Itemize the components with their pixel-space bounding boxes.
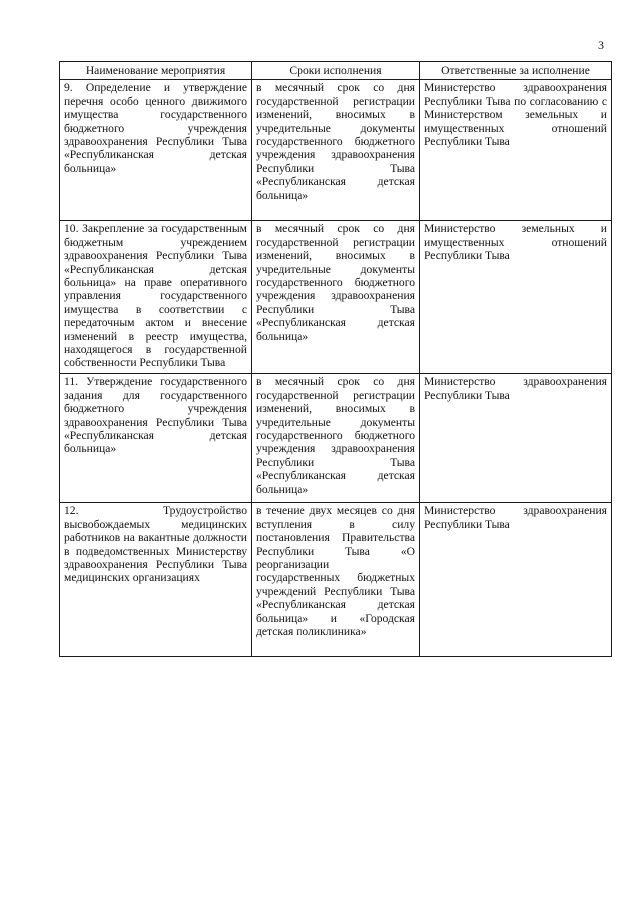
event-cell: 9. Определение и утверждение перечня особо ценного движимого имущества государственного бюджетного учреждения здравоохранения Республики Тыва «Республиканская детская больница» bbox=[60, 80, 252, 221]
header-event-name: Наименование мероприятия bbox=[60, 62, 252, 80]
table-row bbox=[60, 221, 612, 374]
table-row bbox=[60, 80, 612, 221]
header-responsible: Ответственные за исполнение bbox=[420, 62, 612, 80]
action-plan-table bbox=[59, 61, 612, 657]
table-row bbox=[60, 374, 612, 503]
table-row bbox=[60, 503, 612, 657]
page-number: 3 bbox=[598, 38, 604, 52]
header-deadline: Сроки исполнения bbox=[252, 62, 420, 80]
event-cell: 12. Трудоустройство высвобождаемых медицинских работников на вакантные должности в подведомственных Министерству здравоохранения Республики Тыва медицинских организациях bbox=[60, 503, 252, 657]
event-cell: 10. Закрепление за государственным бюджетным учреждением здравоохранения Республики Тыва «Республиканская детская больница» на праве оперативного управления государственного имущества в соответствии с передаточным актом и внесение изменений в реестр имущества, находящегося в государственной собственности Республики Тыва bbox=[60, 221, 252, 374]
responsible-cell: Министерство здравоохранения Республики Тыва bbox=[420, 503, 612, 657]
deadline-cell: в месячный срок со дня государственной регистрации изменений, вносимых в учредительные документы государственного бюджетного учреждения здравоохранения Республики Тыва «Республиканская детская больница» bbox=[252, 221, 420, 374]
deadline-cell: в месячный срок со дня государственной регистрации изменений, вносимых в учредительные документы государственного бюджетного учреждения здравоохранения Республики Тыва «Республиканская детская больница» bbox=[252, 80, 420, 221]
responsible-cell: Министерство здравоохранения Республики Тыва bbox=[420, 374, 612, 503]
deadline-cell: в течение двух месяцев со дня вступления в силу постановления Правительства Республики Тыва «О реорганизации государственных бюджетных учреждений Республики Тыва «Республиканская детская больница» и «Городская детская поликлиника» bbox=[252, 503, 420, 657]
responsible-cell: Министерство земельных и имущественных отношений Республики Тыва bbox=[420, 221, 612, 374]
deadline-cell: в месячный срок со дня государственной регистрации изменений, вносимых в учредительные документы государственного бюджетного учреждения здравоохранения Республики Тыва «Республиканская детская больница» bbox=[252, 374, 420, 503]
event-cell: 11. Утверждение государственного задания для государственного бюджетного учреждения здравоохранения Республики Тыва «Республиканская детская больница» bbox=[60, 374, 252, 503]
responsible-cell: Министерство здравоохранения Республики Тыва по согласованию с Министерством земельных и имущественных отношений Республики Тыва bbox=[420, 80, 612, 221]
table-header-row bbox=[60, 62, 612, 80]
